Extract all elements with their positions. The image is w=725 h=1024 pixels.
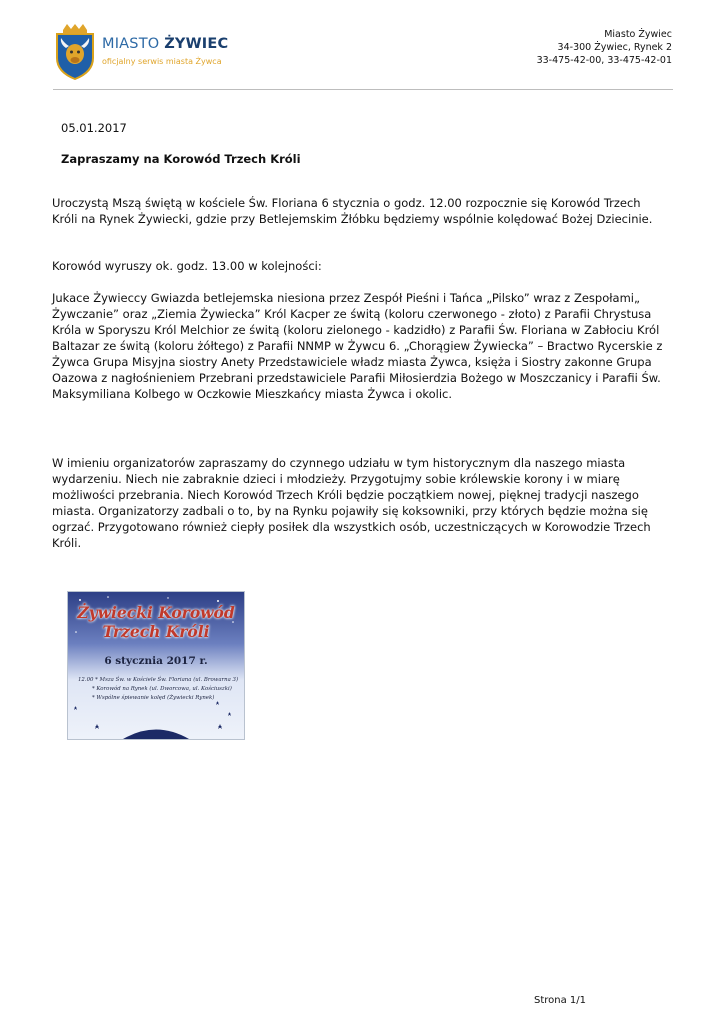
article-paragraph-invitation: W imieniu organizatorów zapraszamy do czynnego udziału w tym historycznym dla naszego miasta wydarzeniu. Niech nie zabraknie dzieci i młodzieży. Przygotujmy sobie królewskie korony i w miarę możliwości przebrania. Niech Korowód Trzech Króli będzie początkiem nowej, pięknej tradycji naszego miasta. Organizatorzy zadbali o to, by na Rynku pojawiły się koksowniki, przy których będzie można się ogrzać. Przygotowano również ciepły posiłek dla wszystkich osób, uczestniczących w Korowodzie Trzech Króli.: [52, 456, 651, 550]
article-paragraph-order: Jukace Żywieccy Gwiazda betlejemska niesiona przez Zespół Pieśni i Tańca „Pilsko” wraz z Zespołami„ Żywczanie” oraz „Ziemia Żywiecka” Król Kacper ze świtą (koloru czerwonego - złoto) z Parafii Chrystusa Króla w Sporyszu Król Melchior ze świtą (koloru zielonego - kadzidło) z Parafii Św. Floriana w Zabłociu Król Baltazar ze świtą (koloru żółtego) z Parafii NNMP w Żywcu 6. „Chorągiew Żywiecka” – Bractwo Rycerskie z Żywca Grupa Misyjna siostry Anety Przedstawiciele władz miasta Żywca, księża i Siostry zakonne Grupa Oazowa z nagłośnieniem Przebrani przedstawiciele Parafii Miłosierdzia Bożego w Moszczanicy i Parafii Św. Maksymiliana Kolbego w Oczkowie Mieszkańcy miasta Żywca i okolic.: [52, 291, 663, 401]
article-paragraph-start: Korowód wyruszy ok. godz. 13.00 w kolejności:: [52, 259, 322, 273]
logo-tagline: oficjalny serwis miasta Żywca: [102, 57, 222, 66]
poster-title-line2: Trzech Króli: [102, 622, 210, 641]
site-logo[interactable]: [55, 24, 230, 84]
page-number: Strona 1/1: [533, 995, 586, 1006]
logo-wordmark: [102, 36, 228, 52]
article-paragraph-intro: Uroczystą Mszą świętą w kościele Św. Floriana 6 stycznia o godz. 12.00 rozpocznie się Korowód Trzech Króli na Rynek Żywiecki, gdzie przy Betlejemskim Żłóbku będziemy wspólnie kolędować Bożej Dziecinie.: [52, 196, 653, 226]
article-date: 05.01.2017: [61, 121, 127, 135]
address-street: 34-300 Żywiec, Rynek 2: [557, 42, 672, 53]
logo-word-zywiec: ŻYWIEC: [164, 36, 229, 52]
contact-address: [537, 28, 672, 67]
poster-date: 6 stycznia 2017 r.: [104, 655, 208, 667]
address-city: Miasto Żywiec: [604, 29, 672, 40]
event-poster-image[interactable]: [67, 591, 245, 740]
logo-word-miasto: MIASTO: [102, 36, 165, 52]
poster-title-line1: Żywiecki Korowód: [77, 603, 235, 622]
poster-schedule-line2: * Korowód na Rynek (ul. Dworcowa, ul. Kościuszki): [92, 686, 232, 692]
address-phones: 33-475-42-00, 33-475-42-01: [536, 55, 672, 66]
city-crest-icon: [55, 24, 95, 80]
poster-schedule-line3: * Wspólne śpiewanie kolęd (Żywiecki Rynek): [92, 695, 215, 701]
article-title: Zapraszamy na Korowód Trzech Króli: [61, 152, 301, 166]
header-divider: [53, 89, 673, 90]
poster-schedule-line1: 12.00 * Msza Św. w Kościele Św. Floriana (ul. Browarna 3): [78, 677, 239, 683]
